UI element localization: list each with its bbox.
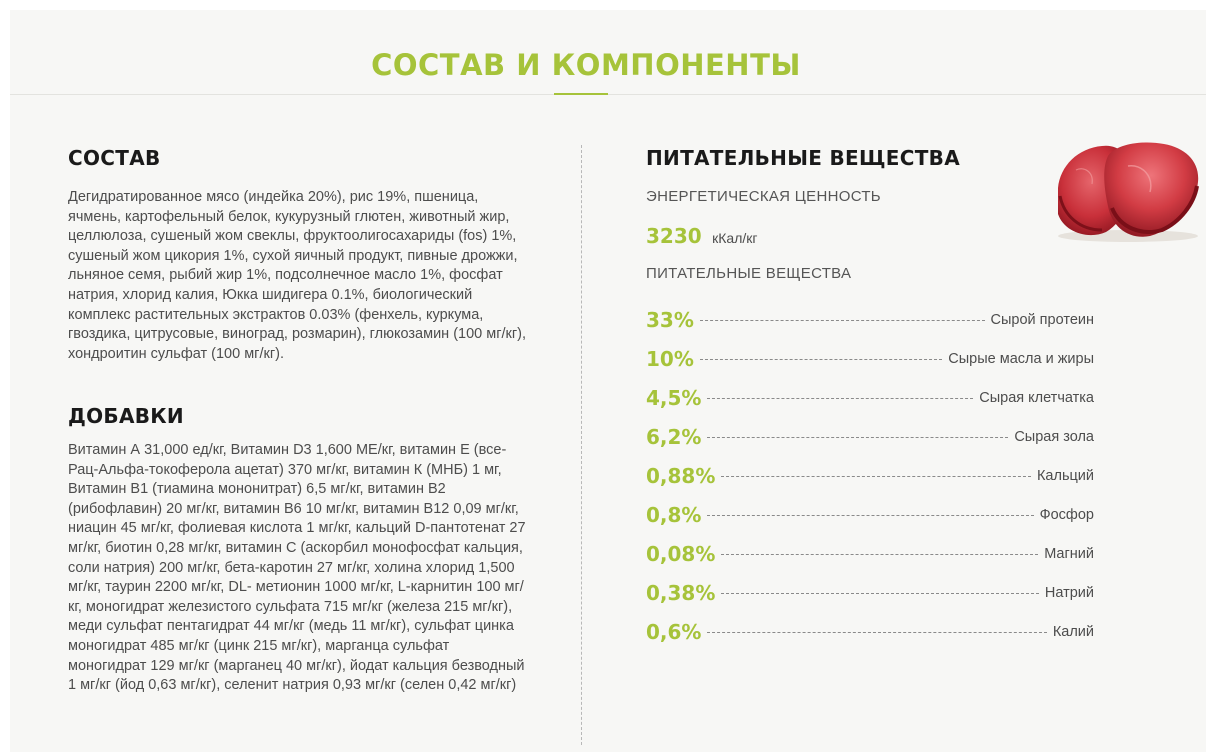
dotted-leader [700, 320, 985, 321]
nutrient-row [646, 612, 1094, 651]
nutrient-value: 33% [646, 307, 694, 332]
nutrient-row [646, 339, 1094, 378]
dotted-leader [721, 476, 1031, 477]
dotted-leader [707, 398, 973, 399]
nutrient-value: 0,6% [646, 619, 702, 644]
nutrient-name: Сырые масла и жиры [948, 350, 1094, 367]
title-underline [554, 93, 608, 95]
nutrient-name: Сырой протеин [990, 311, 1094, 328]
nutrient-value: 6,2% [646, 424, 702, 449]
energy-label: ЭНЕРГЕТИЧЕСКАЯ ЦЕННОСТЬ [646, 188, 881, 205]
dotted-leader [707, 632, 1046, 633]
nutrient-row [646, 573, 1094, 612]
dotted-leader [721, 554, 1038, 555]
energy-unit: кКал/кг [712, 230, 758, 246]
dotted-leader [700, 359, 942, 360]
dotted-leader [721, 593, 1038, 594]
nutrient-name: Магний [1044, 545, 1094, 562]
nutrient-row [646, 534, 1094, 573]
raw-meat-image [1050, 136, 1202, 244]
nutrient-value: 0,08% [646, 541, 716, 566]
additives-heading: ДОБАВКИ [68, 404, 184, 428]
nutrient-value: 10% [646, 346, 694, 371]
dotted-leader [707, 515, 1033, 516]
nutrient-name: Калий [1052, 623, 1094, 640]
title-divider [10, 94, 1206, 95]
nutrient-value: 0,8% [646, 502, 702, 527]
energy-value-block [646, 224, 757, 248]
nutrient-name: Натрий [1044, 584, 1094, 601]
page-title: СОСТАВ И КОМПОНЕНТЫ [371, 48, 801, 82]
nutrient-row [646, 495, 1094, 534]
nutrient-name: Сырая клетчатка [979, 389, 1094, 406]
nutrient-row [646, 378, 1094, 417]
column-divider [581, 145, 582, 745]
nutrient-row [646, 300, 1094, 339]
composition-heading: СОСТАВ [68, 146, 161, 170]
nutrient-name: Кальций [1036, 467, 1094, 484]
nutrient-name: Сырая зола [1014, 428, 1094, 445]
composition-text: Дегидратированное мясо (индейка 20%), рис 19%, пшеница, ячмень, картофельный белок, кукурузный глютен, животный жир, целлюлоза, сушеный жом свеклы, фруктоолигосахариды (fos) 1%, сушеный жом цикория 1%, сухой яичный продукт, пивные дрожжи, льняное семя, рыбий жир 1%, подсолнечное масло 1%, фосфат натрия, хлорид калия, Юкка шидигера 0.1%, биологический комплекс растительных экстрактов 0.03% (фенхель, куркума, гвоздика, цитрусовые, виноград, розмарин), глюкозамин (100 мг/кг), хондроитин сульфат (100 мг/кг). [68, 189, 527, 362]
nutrient-name: Фосфор [1039, 506, 1094, 523]
nutrients-list-label: ПИТАТЕЛЬНЫЕ ВЕЩЕСТВА [646, 265, 852, 282]
additives-text: Витамин А 31,000 ед/кг, Витамин D3 1,600 МЕ/кг, витамин Е (все-Рац-Альфа-токоферола ацетат) 370 мг/кг, витамин К (МНБ) 1 мг, Витамин В1 (тиамина мононитрат) 6,5 мг/кг, витамин В2 (рибофлавин) 20 мг/кг, витамин В6 10 мг/кг, витамин В12 0,09 мг/кг, ниацин 45 мг/кг, фолиевая кислота 1 мг/кг, кальций D-пантотенат 27 мг/кг, биотин 0,28 мг/кг, витамин С (аскорбил монофосфат кальция, соли натрия) 200 мг/кг, бета-каротин 27 мг/кг, холина хлорид 1,500 мг/кг, таурин 2200 мг/кг, DL- метионин 1000 мг/кг, L-карнитин 100 мг/кг, моногидрат железистого сульфата 715 мг/кг (железа 215 мг/кг), меди сульфат пентагидрат 44 мг/кг (медь 11 мг/кг), сульфат цинка моногидрат 485 мг/кг (цинк 215 мг/кг), марганца сульфат моногидрат 129 мг/кг (марганец 40 мг/кг), йодат кальция безводный 1 мг/кг (йод 0,63 мг/кг), селенит натрия 0,93 мг/кг (селен 0,42 мг/кг) [68, 442, 526, 694]
dotted-leader [707, 437, 1008, 438]
nutrient-row [646, 456, 1094, 495]
nutrient-row [646, 417, 1094, 456]
nutrient-value: 0,88% [646, 463, 716, 488]
nutrients-heading: ПИТАТЕЛЬНЫЕ ВЕЩЕСТВА [646, 146, 960, 170]
nutrient-value: 4,5% [646, 385, 702, 410]
energy-value: 3230 [646, 224, 702, 248]
nutrients-list [646, 300, 1094, 651]
nutrient-value: 0,38% [646, 580, 716, 605]
